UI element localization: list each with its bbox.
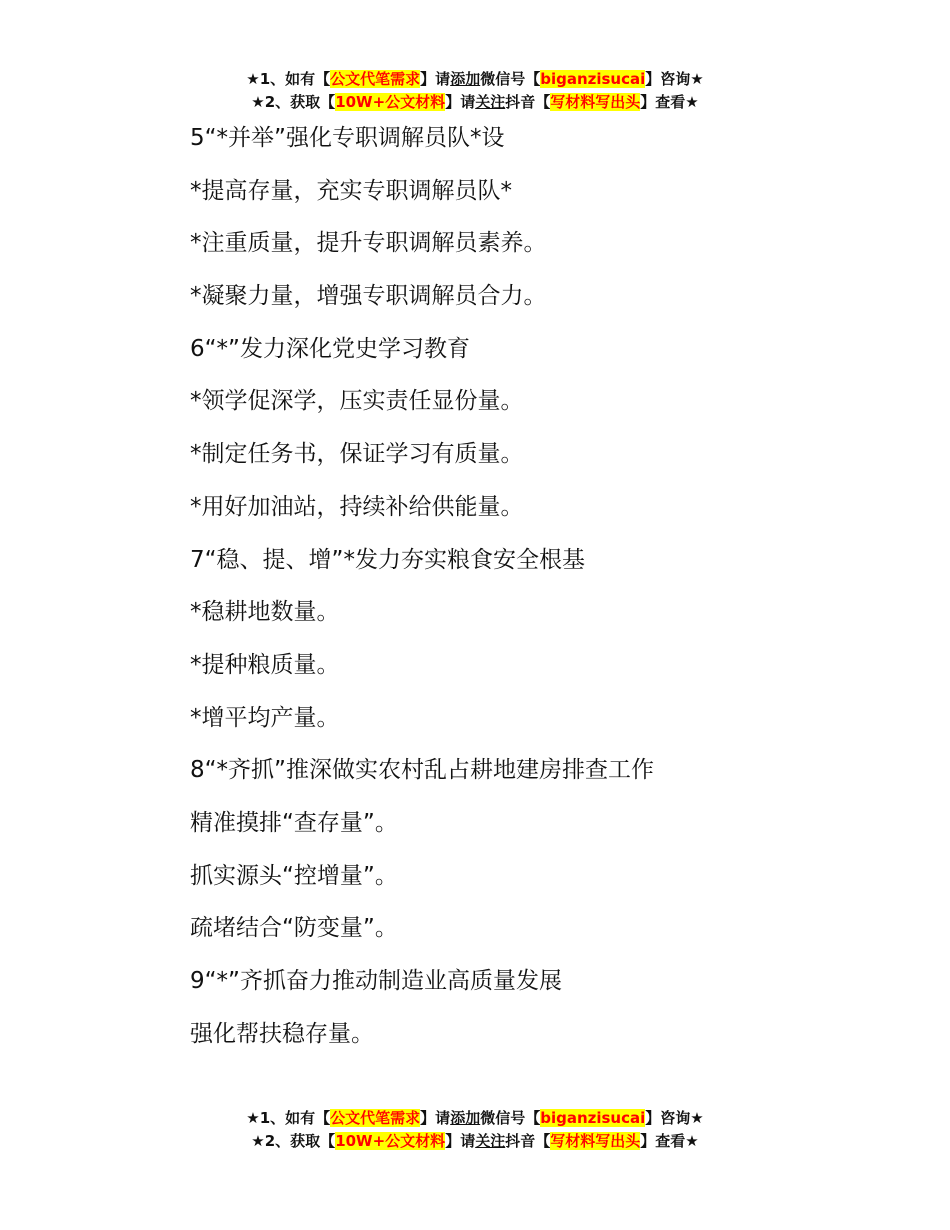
banner-text: 】请 <box>445 93 476 111</box>
banner-highlight: 写材料写出头 <box>550 1132 641 1150</box>
paragraph: 精准摸排“查存量”。 <box>190 809 398 836</box>
banner-underlined: 添加 <box>450 70 481 88</box>
banner-text: 】查看★ <box>640 93 699 111</box>
banner-highlight: 写材料写出头 <box>550 93 641 111</box>
banner-highlight: biganzisucai <box>540 1109 646 1127</box>
banner-text: ★2、获取【 <box>251 93 336 111</box>
banner-highlight: 公文代笔需求 <box>330 1109 421 1127</box>
banner-text: 微信号【 <box>480 70 541 88</box>
paragraph: *稳耕地数量。 <box>190 599 340 626</box>
paragraph: *领学促深学，压实责任显份量。 <box>190 388 524 415</box>
banner-underlined: 关注 <box>475 93 506 111</box>
paragraph: *增平均产量。 <box>190 704 340 731</box>
paragraph: *用好加油站，持续补给供能量。 <box>190 493 524 520</box>
banner-line-1 <box>0 1107 950 1130</box>
banner-line-2 <box>0 1130 950 1153</box>
banner-highlight: 公文代笔需求 <box>330 70 421 88</box>
banner-text: 】咨询★ <box>645 70 704 88</box>
paragraph: 强化帮扶稳存量。 <box>190 1020 374 1047</box>
document-body <box>190 120 890 1068</box>
paragraph: *注重质量，提升专职调解员素养。 <box>190 230 547 257</box>
banner-text: ★2、获取【 <box>251 1132 336 1150</box>
banner-highlight: biganzisucai <box>540 70 646 88</box>
banner-text: 】请 <box>420 70 451 88</box>
banner-text: 抖音【 <box>505 93 551 111</box>
banner-underlined: 关注 <box>475 1132 506 1150</box>
heading-8: 8“*齐抓”推深做实农村乱占耕地建房排查工作 <box>190 757 654 784</box>
heading-9: 9“*”齐抓奋力推动制造业高质量发展 <box>190 968 562 994</box>
banner-highlight: 10W+公文材料 <box>335 1132 446 1150</box>
banner-text: 】请 <box>445 1132 476 1150</box>
banner-text: ★1、如有【 <box>246 1109 331 1127</box>
banner-underlined: 添加 <box>450 1109 481 1127</box>
header-banner <box>0 68 950 114</box>
paragraph: *提种粮质量。 <box>190 651 340 678</box>
paragraph: *提高存量，充实专职调解员队* <box>190 177 512 204</box>
banner-text: 】查看★ <box>640 1132 699 1150</box>
banner-text: 抖音【 <box>505 1132 551 1150</box>
banner-text: 微信号【 <box>480 1109 541 1127</box>
banner-text: 】咨询★ <box>645 1109 704 1127</box>
heading-5: 5“*并举”强化专职调解员队*设 <box>190 125 505 151</box>
banner-highlight: 10W+公文材料 <box>335 93 446 111</box>
banner-line-2 <box>0 91 950 114</box>
paragraph: 抓实源头“控增量”。 <box>190 862 398 889</box>
banner-text: 】请 <box>420 1109 451 1127</box>
banner-text: ★1、如有【 <box>246 70 331 88</box>
paragraph: *凝聚力量，增强专职调解员合力。 <box>190 283 547 310</box>
heading-7: 7“稳、提、增”*发力夯实粮食安全根基 <box>190 546 585 573</box>
heading-6: 6“*”发力深化党史学习教育 <box>190 335 470 362</box>
paragraph: 疏堵结合“防变量”。 <box>190 915 398 942</box>
footer-banner <box>0 1107 950 1153</box>
banner-line-1 <box>0 68 950 91</box>
paragraph: *制定任务书，保证学习有质量。 <box>190 441 524 468</box>
